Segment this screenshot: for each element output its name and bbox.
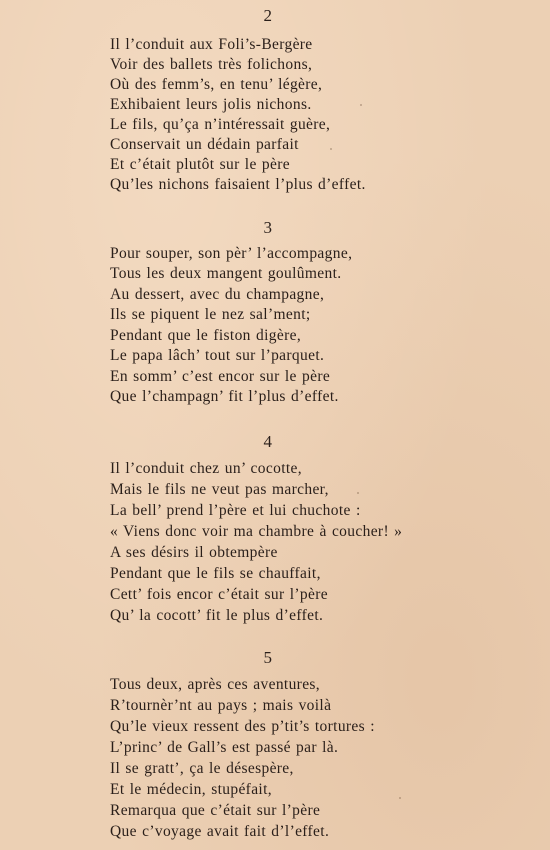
verse-line: Exhibaient leurs jolis nichons.: [110, 96, 312, 113]
verse-line: Pour souper, son pèr’ l’accompagne,: [110, 245, 353, 262]
verse-line: Ils se piquent le nez sal’ment;: [110, 306, 311, 323]
verse-line: Que l’champagn’ fit l’plus d’effet.: [110, 388, 339, 405]
verse-line: Pendant que le fiston digère,: [110, 327, 302, 344]
verse-line: Tous les deux mangent goulûment.: [110, 265, 342, 282]
verse-line: Il se gratt’, ça le désespère,: [110, 760, 294, 777]
paper-speck: [330, 148, 332, 150]
paper-speck: [360, 104, 362, 106]
verse-line: Au dessert, avec du champagne,: [110, 286, 325, 303]
verse-line: Où des femm’s, en tenu’ légère,: [110, 76, 323, 93]
verse-line: L’princ’ de Gall’s est passé par là.: [110, 739, 339, 756]
verse-line: Pendant que le fils se chauffait,: [110, 565, 321, 582]
verse-line: Qu’le vieux ressent des p’tit’s tortures :: [110, 718, 375, 735]
verse-line: La bell’ prend l’père et lui chuchote :: [110, 502, 361, 519]
paper-speck: [357, 492, 359, 494]
stanza-number: 3: [263, 218, 273, 237]
verse-line: Le fils, qu’ça n’intéressait guère,: [110, 116, 331, 133]
verse-line: A ses désirs il obtempère: [110, 544, 278, 561]
verse-line: Cett’ fois encor c’était sur l’père: [110, 586, 328, 603]
verse-line: Le papa lâch’ tout sur l’parquet.: [110, 347, 325, 364]
verse-line: Que c’voyage avait fait d’l’effet.: [110, 823, 330, 840]
verse-line: Remarqua que c’était sur l’père: [110, 802, 321, 819]
stanza-number: 5: [263, 648, 273, 667]
verse-line: Et c’était plutôt sur le père: [110, 156, 290, 173]
verse-line: Mais le fils ne veut pas marcher,: [110, 481, 329, 498]
verse-line: Qu’les nichons faisaient l’plus d’effet.: [110, 176, 366, 193]
verse-line: Qu’ la cocott’ fit le plus d’effet.: [110, 607, 324, 624]
verse-line: R’tournèr’nt au pays ; mais voilà: [110, 697, 332, 714]
verse-line: Il l’conduit chez un’ cocotte,: [110, 460, 302, 477]
verse-line: Conservait un dédain parfait: [110, 136, 299, 153]
verse-line: Il l’conduit aux Foli’s-Bergère: [110, 36, 313, 53]
verse-line: Et le médecin, stupéfait,: [110, 781, 272, 798]
paper-speck: [399, 797, 401, 799]
verse-line: Tous deux, après ces aventures,: [110, 676, 321, 693]
verse-line: Voir des ballets très folichons,: [110, 56, 313, 73]
stanza-number: 2: [263, 6, 273, 25]
verse-line: En somm’ c’est encor sur le père: [110, 368, 331, 385]
verse-line: « Viens donc voir ma chambre à coucher! »: [110, 523, 403, 540]
stanza-number: 4: [263, 432, 273, 451]
